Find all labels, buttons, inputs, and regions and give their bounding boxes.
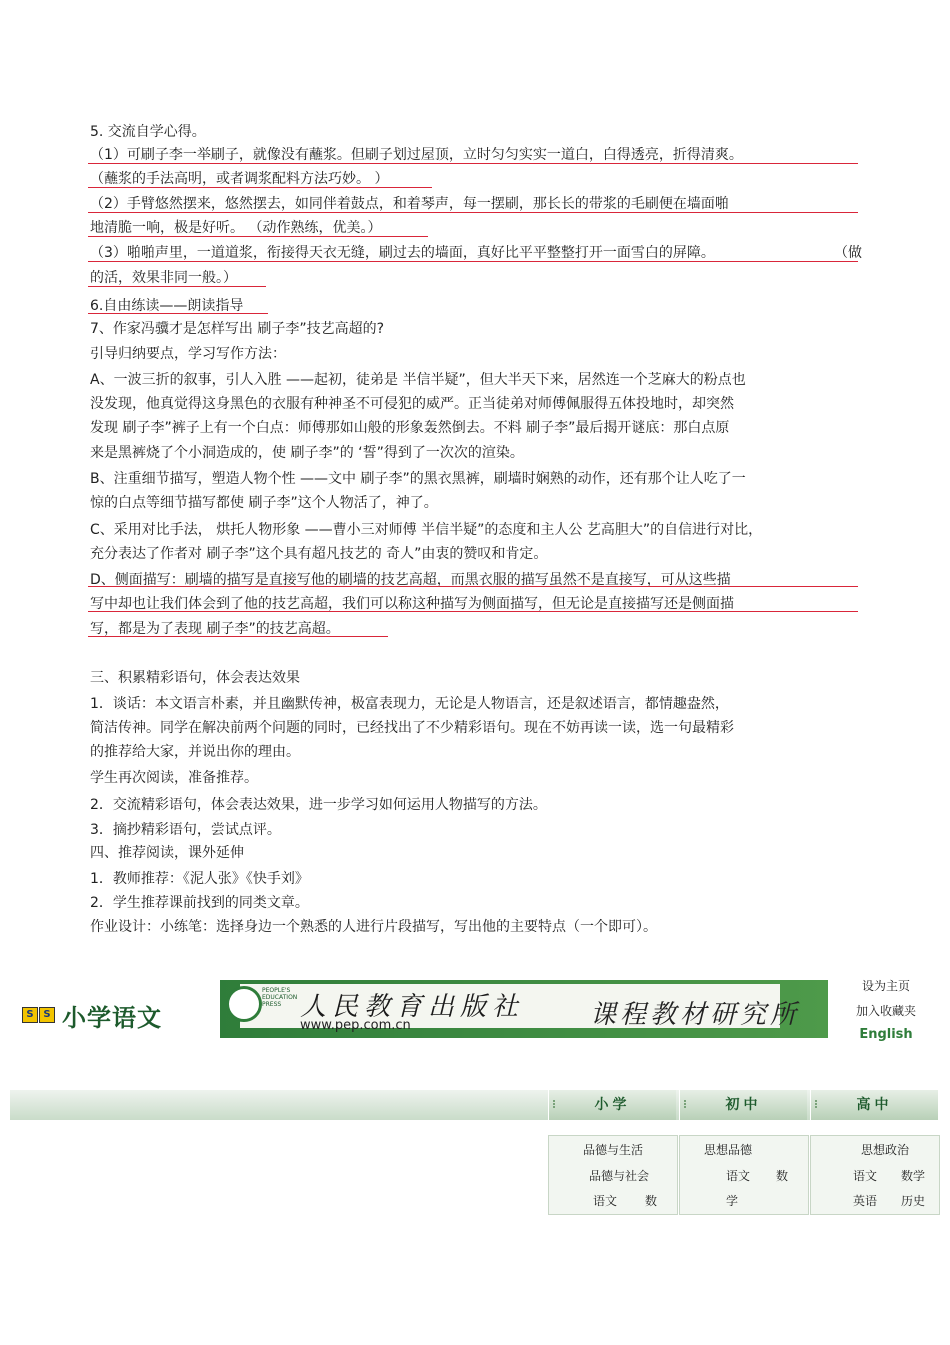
text-line: （做	[834, 245, 862, 261]
tab-primary[interactable]: 小学	[548, 1090, 676, 1120]
underline	[88, 163, 858, 164]
tab-senior[interactable]: 高中	[810, 1090, 938, 1120]
logo-text: 小学语文	[62, 1003, 162, 1032]
subject-link[interactable]: 品德与社会	[589, 1169, 650, 1183]
text-line: 学生再次阅读，准备推荐。	[90, 770, 258, 786]
text-line: B、注重细节描写，塑造人物个性 ——文中 刷子李”的黑衣黑裤，刷墙时娴熟的动作，还有那个让人吃了一	[90, 471, 746, 487]
text-line: 充分表达了作者对 刷子李”这个具有超凡技艺的 奇人”由衷的赞叹和肯定。	[90, 546, 548, 562]
underline	[88, 611, 858, 612]
subject-link[interactable]: 学	[726, 1194, 739, 1208]
text-line: 写中却也让我们体会到了他的技艺高超，我们可以称这种描写为侧面描写，但无论是直接描写还是侧面描	[90, 596, 734, 612]
subject-link[interactable]: 英语	[853, 1194, 878, 1208]
text-line: （3）啪啪声里，一道道浆，衔接得天衣无缝，刷过去的墙面，真好比平平整整打开一面雪白的屏障。	[90, 245, 715, 261]
subject-link[interactable]: 数学	[901, 1169, 926, 1183]
text-line: 来是黑裤烧了个小洞造成的，使 刷子李”的 ‘誓”得到了一次次的渲染。	[90, 445, 524, 461]
publisher-name: 人民教育出版社	[300, 992, 525, 1022]
publisher-banner[interactable]	[220, 980, 828, 1038]
text-line: 引导归纳要点，学习写作方法：	[90, 346, 286, 362]
text-line: C、采用对比手法， 烘托人物形象 ——曹小三对师傅 半信半疑”的态度和主人公 艺高胆大”的自信进行对比，	[90, 522, 763, 538]
underline	[88, 636, 388, 637]
text-line: 2．交流精彩语句，体会表达效果，进一步学习如何运用人物描写的方法。	[90, 797, 547, 813]
publisher-tag: PEOPLE'S EDUCATION PRESS	[262, 987, 298, 1008]
text-line: 的活，效果非同一般。）	[90, 270, 237, 286]
text-line: 四、推荐阅读，课外延伸	[90, 845, 244, 861]
text-line: 发现 刷子李”裤子上有一个白点：师傅那如山般的形象轰然倒去。不料 刷子李”最后揭开谜底：那白点原	[90, 420, 730, 436]
text-line: 写，都是为了表现 刷子李”的技艺高超。	[90, 621, 340, 637]
dotted-divider-icon	[684, 1100, 692, 1108]
text-line: 的推荐给大家，并说出你的理由。	[90, 744, 300, 760]
subject-link[interactable]: 语文	[853, 1169, 878, 1183]
underline	[88, 286, 266, 287]
logo-badge-icon: S	[22, 1007, 38, 1023]
subject-link[interactable]: 语文	[726, 1169, 751, 1183]
text-line: 1．谈话：本文语言朴素，并且幽默传神，极富表现力，无论是人物语言，还是叙述语言，都情趣盎然，	[90, 696, 729, 712]
subject-link[interactable]: 语文	[593, 1194, 618, 1208]
underline	[88, 586, 858, 587]
text-line: （2）手臂悠然摆来，悠然摆去，如同伴着鼓点，和着琴声，每一摆刷，那长长的带浆的毛刷便在墙面啪	[90, 196, 729, 212]
underline	[88, 313, 268, 314]
subject-link[interactable]: 数	[776, 1169, 789, 1183]
subject-link[interactable]: 思想政治	[861, 1143, 910, 1157]
text-line: 作业设计：小练笔：选择身边一个熟悉的人进行片段描写，写出他的主要特点（一个即可）。	[90, 919, 657, 935]
dotted-divider-icon	[815, 1100, 823, 1108]
text-line: 地清脆一响，极是好听。 （动作熟练，优美。）	[90, 220, 382, 236]
subject-link[interactable]: 历史	[901, 1194, 926, 1208]
set-homepage-link[interactable]: 设为主页	[861, 979, 910, 993]
underline	[88, 261, 858, 262]
add-favorites-link[interactable]: 加入收藏夹	[855, 1004, 916, 1018]
site-logo[interactable]	[22, 1000, 162, 1030]
text-line: 1．教师推荐：《泥人张》《快手刘》	[90, 871, 309, 887]
text-line: 5. 交流自学心得。	[90, 124, 206, 140]
subject-box-primary	[548, 1135, 678, 1215]
text-line: 7、作家冯骥才是怎样写出 刷子李”技艺高超的?	[90, 321, 385, 337]
text-line: （蘸浆的手法高明，或者调浆配料方法巧妙。 ）	[90, 171, 389, 187]
text-line: 没发现，他真觉得这身黑色的衣服有种神圣不可侵犯的威严。正当徒弟对师傅佩服得五体投地时，却突然	[90, 396, 734, 412]
text-line: （1）可刷子李一举刷子，就像没有蘸浆。但刷子划过屋顶，立时匀匀实实一道白，白得透亮，折得清爽。	[90, 147, 743, 163]
text-line: 6.自由练读——朗读指导	[90, 298, 244, 314]
publisher-url[interactable]: www.pep.com.cn	[300, 1018, 411, 1033]
text-line: 惊的白点等细节描写都使 刷子李”这个人物活了，神了。	[90, 495, 438, 511]
english-link[interactable]: English	[859, 1027, 913, 1042]
text-line: A、一波三折的叙事，引人入胜 ——起初，徒弟是 半信半疑”，但大半天下来，居然连一个芝麻大的粉点也	[90, 372, 746, 388]
underline	[88, 212, 858, 213]
text-line: 3．摘抄精彩语句，尝试点评。	[90, 822, 281, 838]
subject-link[interactable]: 品德与生活	[583, 1143, 644, 1157]
underline	[88, 236, 428, 237]
text-line: 三、积累精彩语句，体会表达效果	[90, 670, 300, 686]
dotted-divider-icon	[553, 1100, 561, 1108]
subject-link[interactable]: 数	[645, 1194, 658, 1208]
subject-box-junior	[679, 1135, 809, 1215]
tab-junior[interactable]: 初中	[679, 1090, 807, 1120]
underline	[88, 187, 432, 188]
text-line: 2．学生推荐课前找到的同类文章。	[90, 895, 309, 911]
text-line: D、侧面描写：刷墙的描写是直接写他的刷墙的技艺高超，而黑衣服的描写虽然不是直接写，可从这些描	[90, 572, 731, 588]
subject-link[interactable]: 思想品德	[704, 1143, 753, 1157]
pep-seal-icon	[226, 986, 262, 1022]
subject-box-senior	[810, 1135, 940, 1215]
text-line: 简洁传神。同学在解决前两个问题的同时，已经找出了不少精彩语句。现在不妨再读一读，选一句最精彩	[90, 720, 734, 736]
institute-name: 课程教材研究所	[590, 1000, 801, 1030]
logo-badge-icon: S	[39, 1007, 55, 1023]
